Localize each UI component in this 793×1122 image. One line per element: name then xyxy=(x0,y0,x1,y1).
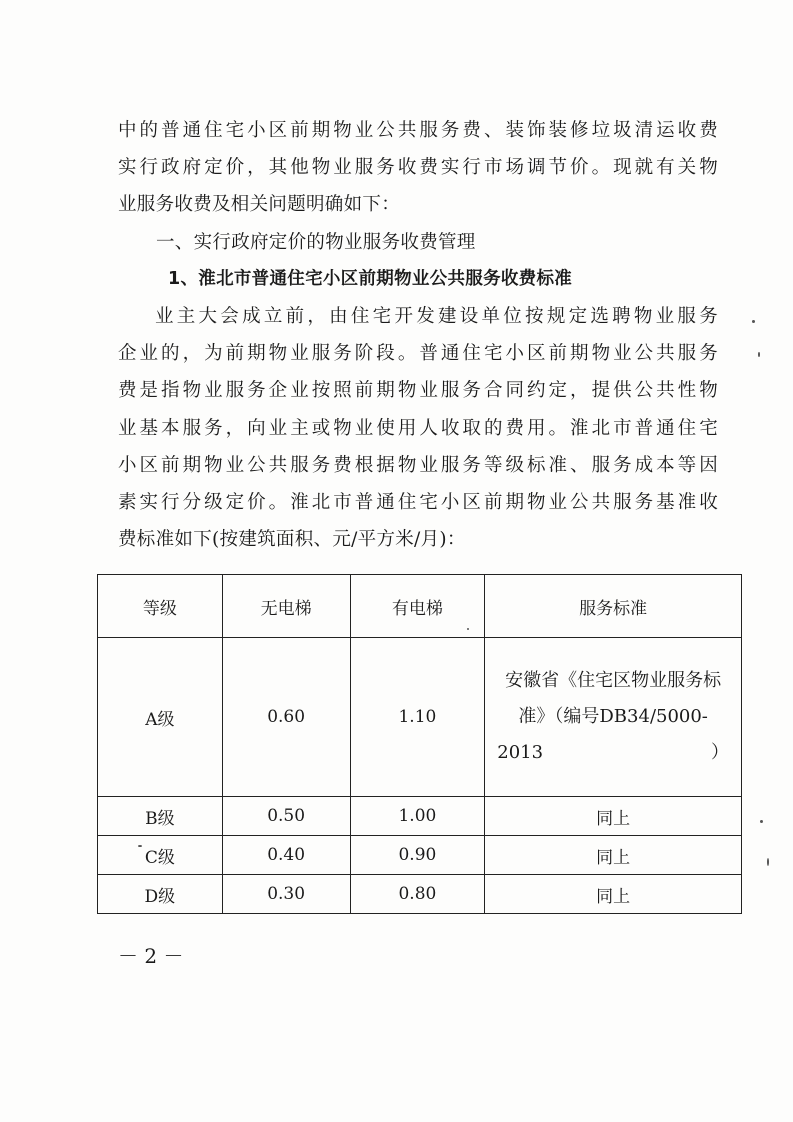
fee-standard-table xyxy=(97,574,742,914)
body-line: 实行政府定价，其他物业服务收费实行市场调节价。现就有关物 xyxy=(118,157,718,179)
table-row xyxy=(98,836,742,875)
table-row xyxy=(98,797,742,836)
header-service-standard: 服务标准 xyxy=(485,575,742,638)
scan-speck xyxy=(752,320,755,323)
scan-speck xyxy=(760,820,763,823)
paragraph-line: 费是指物业服务企业按照前期物业服务合同约定，提供公共性物 xyxy=(118,380,718,402)
header-no-elevator: 无电梯 xyxy=(222,575,350,638)
body-line: 业服务收费及相关问题明确如下： xyxy=(118,194,401,216)
scan-speck xyxy=(767,858,769,866)
with-elevator-fee: 1.00 xyxy=(350,797,485,836)
no-elevator-fee: 0.30 xyxy=(222,875,350,914)
body-text xyxy=(118,112,718,558)
paragraph-line: 费标准如下(按建筑面积、元/平方米/月)： xyxy=(118,529,466,551)
body-line: 中的普通住宅小区前期物业公共服务费、装饰装修垃圾清运收费 xyxy=(118,120,718,141)
subsection-heading: 1、淮北市普通住宅小区前期物业公共服务收费标准 xyxy=(168,268,573,289)
service-standard-cell: 同上 xyxy=(485,836,742,875)
table-row xyxy=(98,875,742,914)
grade-cell: A级 xyxy=(98,638,223,797)
service-standard-cell: 安徽省《住宅区物业服务标准》（编号DB34/5000-2013） xyxy=(485,638,742,797)
section-heading: 一、实行政府定价的物业服务收费管理 xyxy=(156,231,476,253)
table-row xyxy=(98,638,742,797)
no-elevator-fee: 0.40 xyxy=(222,836,350,875)
table-header-row xyxy=(98,575,742,638)
service-standard-cell: 同上 xyxy=(485,797,742,836)
grade-cell: C级 xyxy=(98,836,223,875)
paragraph-line: 业基本服务，向业主或物业使用人收取的费用。淮北市普通住宅 xyxy=(118,417,718,439)
paragraph-line: 素实行分级定价。淮北市普通住宅小区前期物业公共服务基准收 xyxy=(118,491,718,513)
grade-cell: D级 xyxy=(98,875,223,914)
scan-speck xyxy=(467,628,469,630)
paragraph-line: 小区前期物业公共服务费根据物业服务等级标准、服务成本等因 xyxy=(118,454,718,476)
paragraph-line: 企业的，为前期物业服务阶段。普通住宅小区前期物业公共服务 xyxy=(118,343,718,365)
scan-speck xyxy=(138,845,142,847)
page-number: － 2 － xyxy=(118,944,184,968)
service-standard-cell: 同上 xyxy=(485,875,742,914)
with-elevator-fee: 0.90 xyxy=(350,836,485,875)
with-elevator-fee: 1.10 xyxy=(350,638,485,797)
no-elevator-fee: 0.50 xyxy=(222,797,350,836)
header-with-elevator: 有电梯 xyxy=(350,575,485,638)
header-grade: 等级 xyxy=(98,575,223,638)
with-elevator-fee: 0.80 xyxy=(350,875,485,914)
paragraph-line: 业主大会成立前，由住宅开发建设单位按规定选聘物业服务 xyxy=(155,305,718,327)
scan-speck xyxy=(758,352,760,357)
grade-cell: B级 xyxy=(98,797,223,836)
no-elevator-fee: 0.60 xyxy=(222,638,350,797)
